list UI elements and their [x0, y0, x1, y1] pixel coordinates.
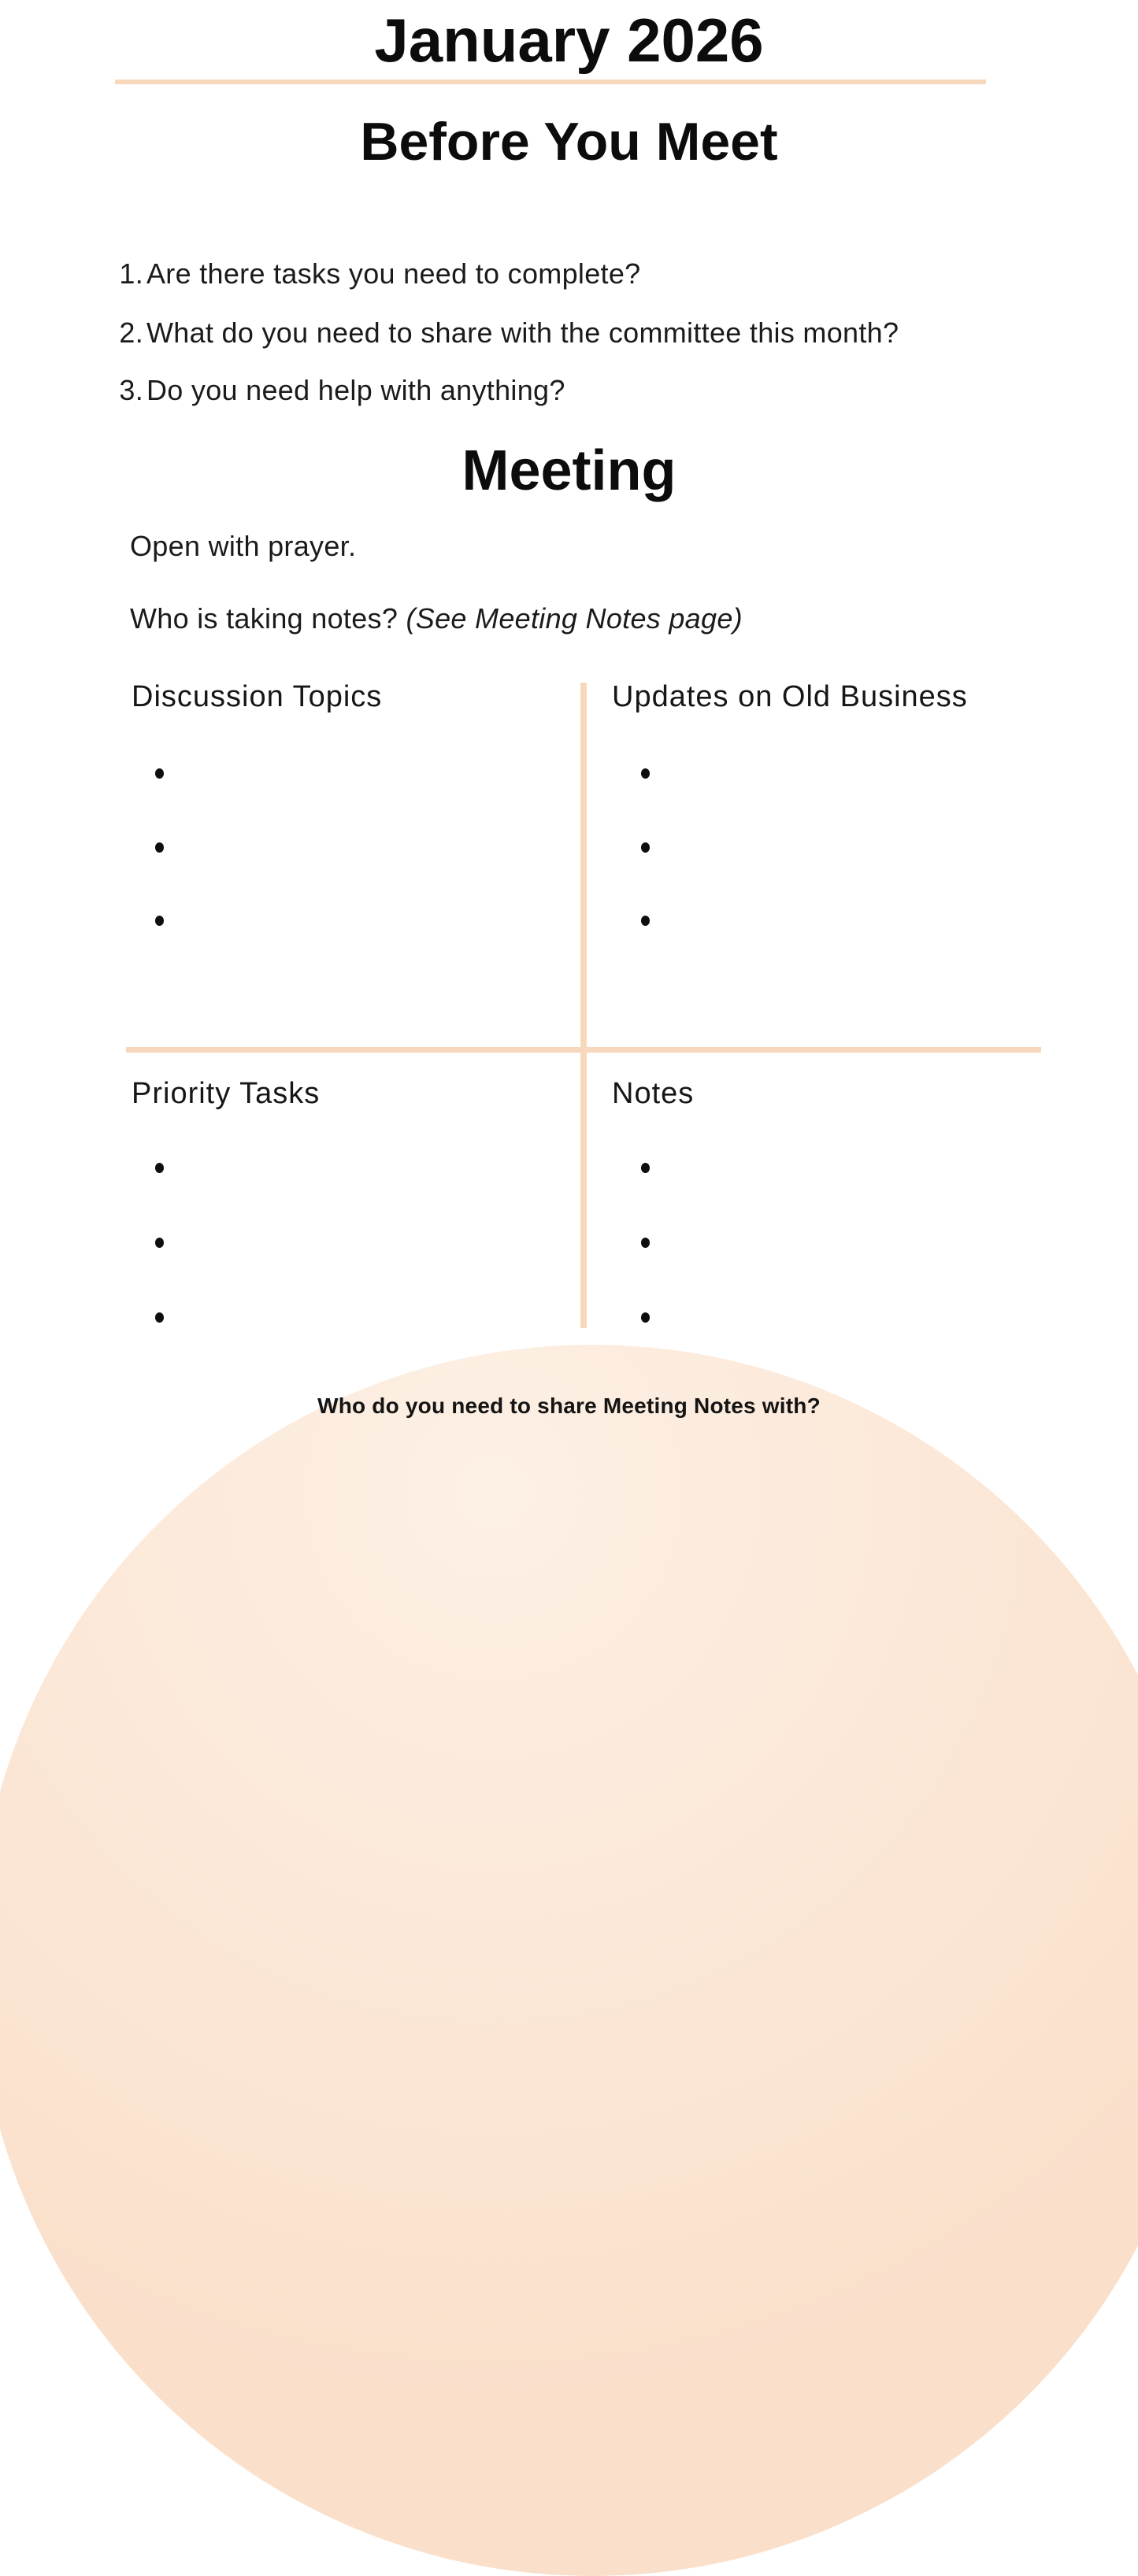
quadrant-title-discussion-topics: Discussion Topics [132, 680, 383, 713]
taking-notes-question: Who is taking notes? [130, 602, 398, 635]
list-item-text: Are there tasks you need to complete? [146, 257, 641, 290]
horizontal-divider [126, 1047, 1041, 1053]
list-item-number: 3. [119, 374, 143, 406]
list-item [75, 257, 640, 291]
bullet-point [155, 768, 164, 779]
share-notes-question: Who do you need to share Meeting Notes with? [317, 1393, 821, 1418]
open-with-prayer-line: Open with prayer. [130, 530, 357, 562]
list-item [75, 316, 899, 350]
list-item-number: 2. [119, 316, 143, 349]
bullet-point [155, 916, 164, 926]
bullet-point [641, 842, 650, 853]
taking-notes-line [130, 601, 743, 635]
bullet-point [641, 1312, 650, 1323]
before-you-meet-heading: Before You Meet [360, 112, 778, 172]
list-item-text: Do you need help with anything? [146, 374, 565, 406]
bullet-point [641, 916, 650, 926]
quadrant-title-priority-tasks: Priority Tasks [132, 1077, 321, 1110]
bullet-point [155, 1238, 164, 1248]
list-item [75, 374, 565, 407]
month-title: January 2026 [374, 6, 764, 75]
bullet-point [155, 842, 164, 853]
title-underline [115, 80, 986, 84]
bullet-point [155, 1163, 164, 1173]
taking-notes-note: (See Meeting Notes page) [406, 602, 743, 635]
footer-decorative-circle [0, 1345, 1138, 2576]
bullet-point [641, 1163, 650, 1173]
bullet-point [641, 1238, 650, 1248]
quadrant-title-updates-old-business: Updates on Old Business [612, 680, 968, 713]
quadrant-title-notes: Notes [612, 1077, 695, 1110]
meeting-heading: Meeting [462, 439, 676, 502]
bullet-point [155, 1312, 164, 1323]
list-item-text: What do you need to share with the committee this month? [146, 316, 899, 349]
list-item-number: 1. [119, 257, 143, 290]
bullet-point [641, 768, 650, 779]
vertical-divider [580, 683, 587, 1328]
